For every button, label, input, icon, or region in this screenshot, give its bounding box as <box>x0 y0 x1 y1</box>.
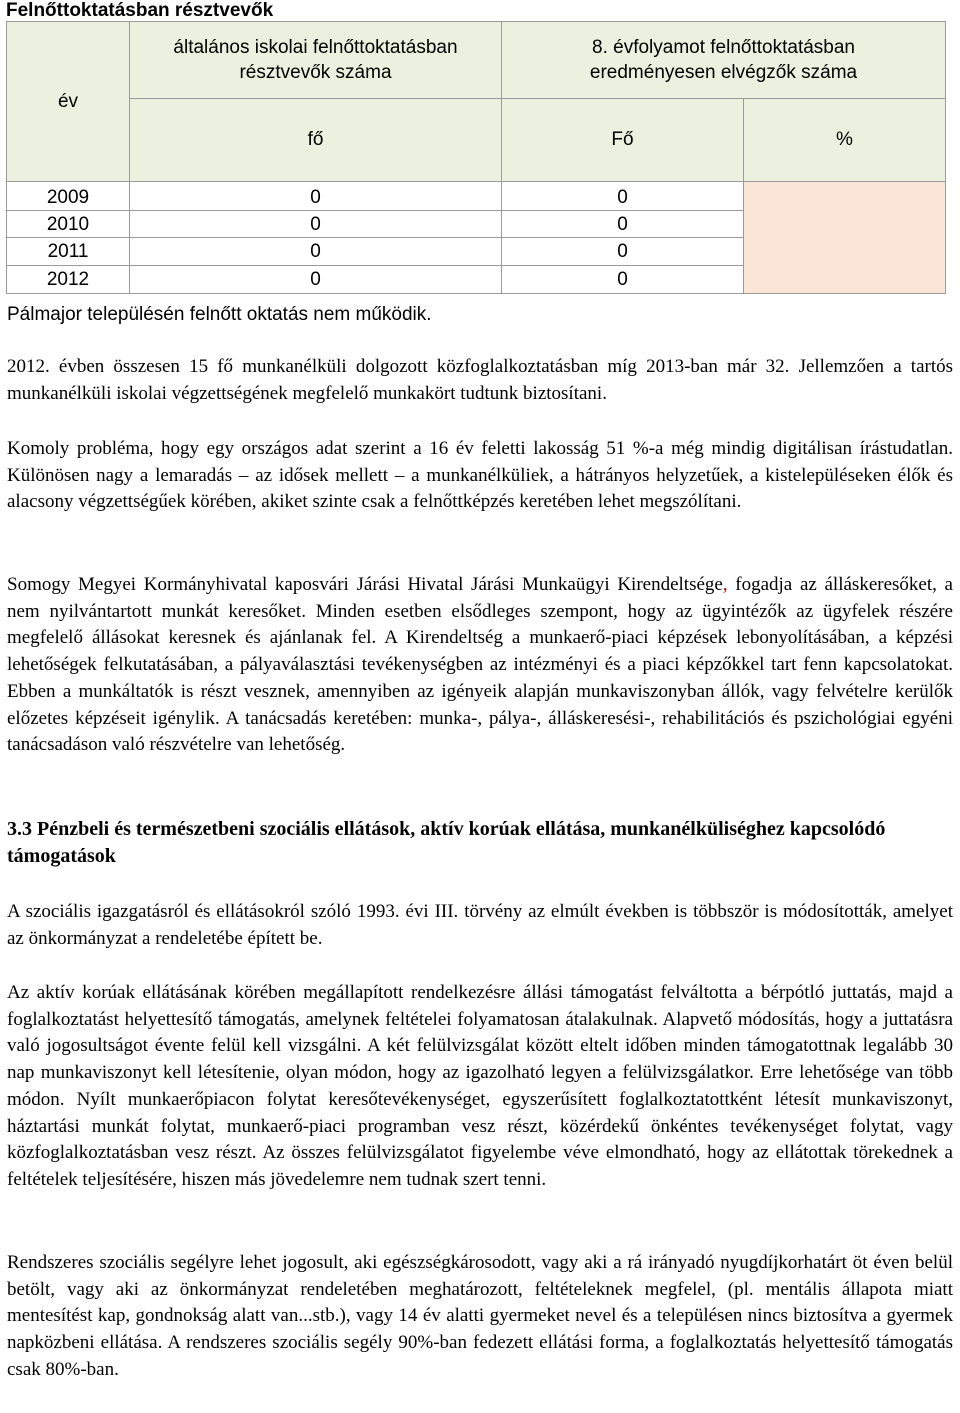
header-participants: általános iskolai felnőttoktatásban résztvevők száma <box>130 22 502 99</box>
cell-completed: 0 <box>502 211 744 238</box>
cell-participants: 0 <box>130 266 502 294</box>
office-comma: , <box>722 574 728 595</box>
section-heading: 3.3 Pénzbeli és természetbeni szociális ellátások, aktív korúak ellátása, munkanélküliséghez kapcsolódó támogatások <box>7 818 886 867</box>
table-row <box>7 182 946 211</box>
table-unit-row <box>7 99 946 182</box>
table-header-row <box>7 22 946 99</box>
cell-year: 2009 <box>7 182 130 211</box>
cell-completed: 0 <box>502 238 744 266</box>
cell-percent <box>744 182 946 294</box>
cell-completed: 0 <box>502 266 744 294</box>
office-description: fogadja az álláskeresőket, a nem nyilvántartott munkát keresőket. Minden esetben elsődleges szempont, hogy az ügyintézők az ügyfelek részére megfelelő állásokat keresnek és ajánlanak fel. A Kirendeltség a munkaerő-piaci képzések lebonyolításában, a képzési lehetőségek felkutatásában, a pályaválasztási tevékenységben az intézményi és a piaci képzőkkel tart fenn kapcsolatokat. Ebben a munkáltatók is részt vesznek, amennyiben az igényeik alapján munkaviszonyban állók, vagy felvételre kerülők előzetes képzéseit igénylik. A tanácsadás keretében: munka-, pálya-, álláskeresési-, rehabilitációs és pszichológiai egyéni tanácsadáson való részvételre van lehetőség. <box>7 574 953 756</box>
table-title: Felnőttoktatásban résztvevők <box>6 0 274 21</box>
cell-year: 2011 <box>7 238 130 266</box>
cell-year: 2010 <box>7 211 130 238</box>
cell-completed: 0 <box>502 182 744 211</box>
header-completed: 8. évfolyamot felnőttoktatásban eredményesen elvégzők száma <box>502 22 946 99</box>
paragraph-regular-social-aid: Rendszeres szociális segélyre lehet jogosult, aki egészségkárosodott, vagy aki a rá irányadó nyugdíjkorhatárt öt éven belül betölt, vagy aki az önkormányzat rendeletében meghatározott, feltételeknek megfelel, (pl. mentális állapota miatt mentesítést kap, gondnokság alatt van...stb.), vagy 14 év alatti gyermeket nevel és a településen nincs biztosítva a gyermek napközbeni ellátása. A rendszeres szociális segély 90%-ban fedezett ellátási forma, a foglalkoztatás helyettesítő támogatás csak 80%-ban. <box>7 1252 953 1380</box>
paragraph-no-adult-education: Pálmajor településén felnőtt oktatás nem működik. <box>7 304 432 325</box>
adult-education-table <box>6 21 946 294</box>
paragraph-employment-office <box>7 572 953 759</box>
cell-participants: 0 <box>130 238 502 266</box>
header-unit-percent: % <box>744 99 946 182</box>
paragraph-active-age-benefits: Az aktív korúak ellátásának körében megállapított rendelkezésre állási támogatást felváltotta a bérpótló juttatás, majd a foglalkoztatást helyettesítő támogatás, amelynek feltételei folyamatosan átalakulnak. Alapvető módosítás, hogy a juttatásra való jogosultságot évente felül kell vizsgálni. A két felülvizsgálat között eltelt időben minden támogatottnak legalább 30 nap munkaviszonyt kell létesítenie, olyan módon, hogy az igazolható legyen a felülvizsgálatkor. Erre lehetősége van több módon. Nyílt munkaerőpiacon folytat keresőtevékenységet, egyszerűsített foglalkoztatottként létesít munkaviszonyt, háztartási munkát folytat, munkaerő-piaci programban vesz részt, közérdekű önkéntes tevékenységet folytat, vagy közfoglalkoztatásban vesz részt. Az összes felülvizsgálatot figyelembe véve elmondható, hogy az ellátottak törekednek a feltételek teljesítésére, hiszen más jövedelemre nem tudnak szert tenni. <box>7 982 953 1190</box>
office-name: Somogy Megyei Kormányhivatal kaposvári Járási Hivatal Járási Munkaügyi Kirendeltsége <box>7 574 723 595</box>
cell-participants: 0 <box>130 182 502 211</box>
header-unit-participants: fő <box>130 99 502 182</box>
cell-participants: 0 <box>130 211 502 238</box>
paragraph-public-work: 2012. évben összesen 15 fő munkanélküli dolgozott közfoglalkoztatásban míg 2013-ban már 32. Jellemzően a tartós munkanélküli iskolai végzettségének megfelelő munkakört tudtunk biztosítani. <box>7 356 953 404</box>
paragraph-social-law: A szociális igazgatásról és ellátásokról szóló 1993. évi III. törvény az elmúlt években is többször is módosították, amelyet az önkormányzat a rendeletébe épített be. <box>7 901 953 949</box>
header-year: év <box>7 22 130 182</box>
header-unit-completed: Fő <box>502 99 744 182</box>
paragraph-digital-literacy: Komoly probléma, hogy egy országos adat szerint a 16 év feletti lakosság 51 %-a még mindig digitálisan írástudatlan. Különösen nagy a lemaradás – az idősek mellett – a munkanélküliek, a hátrányos helyzetűek, a kistelepüléseken élők és alacsony végzettségűek körében, akiket szinte csak a felnőttképzés keretében lehet megszólítani. <box>7 438 953 513</box>
cell-year: 2012 <box>7 266 130 294</box>
